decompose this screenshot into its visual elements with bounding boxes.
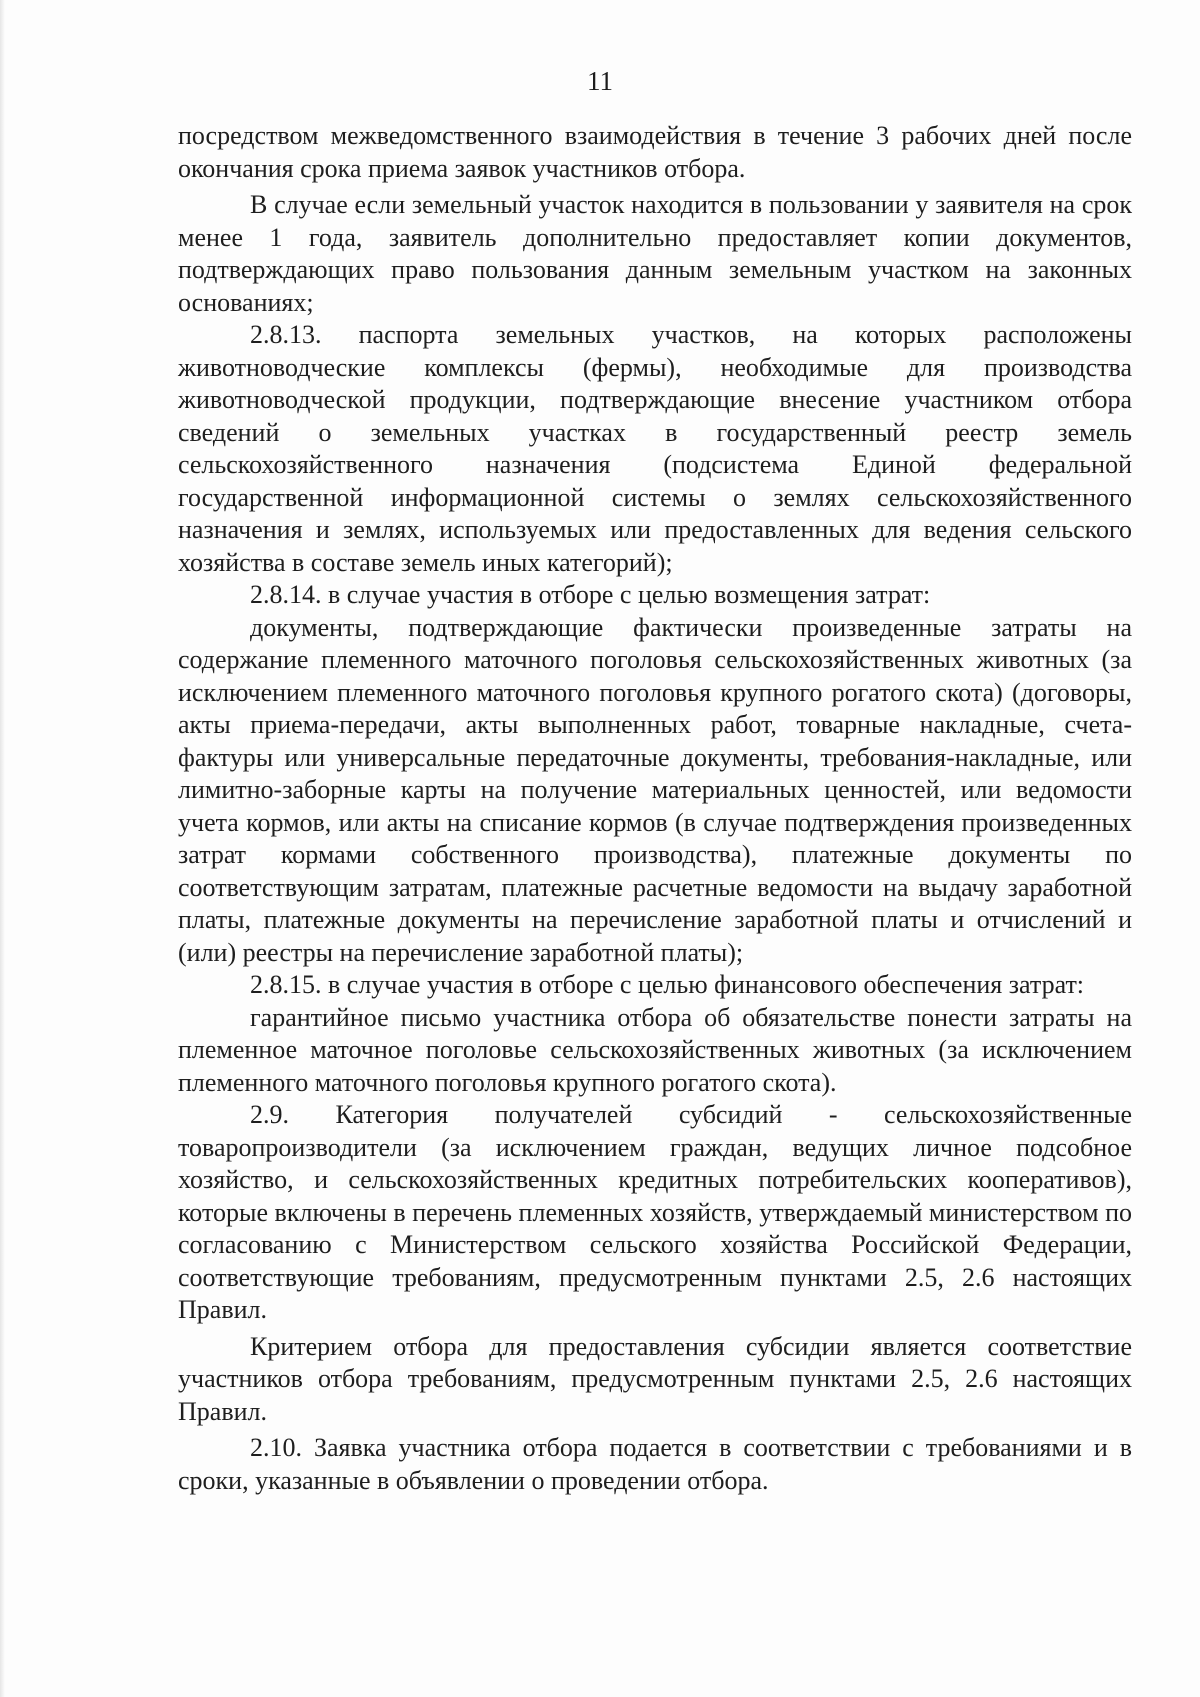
page-number: 11 — [587, 66, 613, 96]
paragraph-land-use: В случае если земельный участок находится в пользовании у заявителя на срок менее 1 года, заявитель дополнительно предоставляет копии документов, подтверждающих право пользования данным земельным участком на законных основаниях; — [178, 190, 1132, 317]
paragraph-cost-documents: документы, подтверждающие фактически произведенные затраты на содержание племенного маточного поголовья сельскохозяйственных животных (за исключением племенного маточного поголовья крупного рогатого скота) (договоры, акты приема-передачи, акты выполненных работ, товарные накладные, счета-фактуры или универсальные передаточные документы, требования-накладные, или лимитно-заборные карты на получение материальных ценностей, или ведомости учета кормов, или акты на списание кормов (в случае подтверждения произведенных затрат кормами собственного производства), платежные документы по соответствующим затратам, платежные расчетные ведомости на выдачу заработной платы, платежные документы на перечисление заработной платы и отчислений и (или) реестры на перечисление заработной платы); — [178, 612, 1132, 967]
paragraph-guarantee-letter: гарантийное письмо участника отбора об обязательстве понести затраты на племенное маточное поголовье сельскохозяйственных животных (за исключением племенного маточного поголовья крупного рогатого скота). — [178, 1002, 1132, 1097]
paragraph-selection-criterion: Критерием отбора для предоставления субсидии является соответствие участников отбора требованиям, предусмотренным пунктами 2.5, 2.6 настоящих Правил. — [178, 1331, 1132, 1426]
scan-edge-shadow — [0, 0, 5, 1697]
paragraph-2-9: 2.9. Категория получателей субсидий - сельскохозяйственные товаропроизводители (за исключением граждан, ведущих личное подсобное хозяйство, и сельскохозяйственных кредитных потребительских кооперативов), которые включены в перечень племенных хозяйств, утверждаемый министерством по согласованию с Министерством сельского хозяйства Российской Федерации, соответствующие требованиям, предусмотренным пунктами 2.5, 2.6 настоящих Правил. — [178, 1100, 1132, 1324]
document-body — [178, 120, 1132, 1497]
paragraph-2-10: 2.10. Заявка участника отбора подается в соответствии с требованиями и в сроки, указанные в объявлении о проведении отбора. — [178, 1433, 1132, 1495]
paragraph-2-8-15: 2.8.15. в случае участия в отборе с целью финансового обеспечения затрат: — [250, 970, 1085, 999]
paragraph-continuation: посредством межведомственного взаимодействия в течение 3 рабочих дней после окончания срока приема заявок участников отбора. — [178, 121, 1132, 183]
paragraph-2-8-14: 2.8.14. в случае участия в отборе с целью возмещения затрат: — [250, 580, 931, 609]
paragraph-2-8-13: 2.8.13. паспорта земельных участков, на которых расположены животноводческие комплексы (фермы), необходимые для производства животноводческой продукции, подтверждающие внесение участником отбора сведений о земельных участках в государственный реестр земель сельскохозяйственного назначения (подсистема Единой федеральной государственной информационной системы о землях сельскохозяйственного назначения и землях, используемых или предоставленных для ведения сельского хозяйства в составе земель иных категорий); — [178, 320, 1132, 577]
